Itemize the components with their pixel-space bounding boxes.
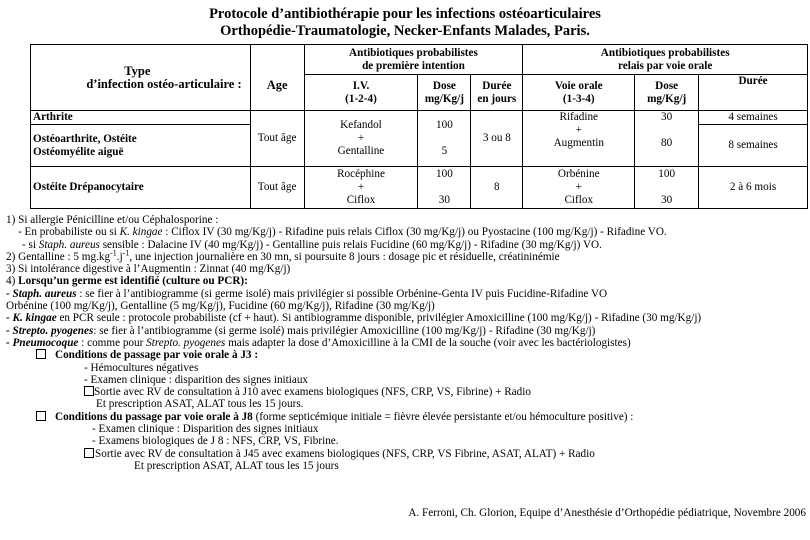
note-3: 3) Si intolérance digestive à l’Augmentin : Zinnat (40 mg/Kg/j) [6, 263, 291, 276]
notes-section [6, 214, 806, 472]
header-dose-oral: Dose mg/Kg/j [635, 75, 699, 111]
conditions-j8-b: - Examens biologiques de J 8 : NFS, CRP, VS, Fibrine. [92, 435, 339, 448]
row-drepano-oral: Orbénine + Ciflox [523, 167, 635, 209]
header-dose: Dose mg/Kg/j [418, 75, 471, 111]
conditions-j8-d: Et prescription ASAT, ALAT tous les 15 jours [134, 459, 339, 472]
conditions-j8-c: Sortie avec RV de consultation à J45 avec examens biologiques (NFS, CRP, VS Fibrine, ASAT, ALAT) + Radio [6, 448, 806, 460]
row-arthrite-type: Arthrite [31, 111, 251, 125]
document-subtitle: Orthopédie-Traumatologie, Necker-Enfants Malades, Paris. [220, 23, 590, 39]
row-drepano-duree: 8 [471, 167, 523, 209]
row-arthrite-oral-duree: 4 semaines [699, 111, 808, 125]
header-first-line: Antibiotiques probabilistes de première intention [304, 45, 523, 75]
note-2: 2) Gentalline : 5 $mg.kg^{-1}.j^{-1}$, une injection journalière en 30 mn, si poursuite 8 jours : dosage pic et résiduelle, créatininémie [6, 248, 560, 263]
checkbox-icon [36, 349, 46, 359]
row-osteo-oral-duree: 8 semaines [699, 125, 808, 167]
note-4: 4) Lorsqu’un germe est identifié (culture ou PCR): [6, 275, 248, 288]
document-title: Protocole d’antibiothérapie pour les infections ostéoarticulaires [209, 6, 601, 22]
header-age: Age [250, 45, 304, 111]
row-arthrite-iv: Kefandol + Gentalline [304, 111, 418, 167]
conditions-j8-title: Conditions du passage par voie orale à J8 (forme septicémique initiale = fièvre élevée persistante et/ou hémoculture positive) : [6, 411, 806, 423]
row-arthrite-duree: 3 ou 8 [471, 111, 523, 167]
checkbox-icon [84, 448, 94, 458]
checkbox-icon [84, 386, 94, 396]
row-arthrite-age: Tout âge [250, 111, 304, 167]
row-osteo-type: Ostéoarthrite, Ostéite Ostéomyélite aiguë [31, 125, 251, 167]
header-oral: Voie orale (1-3-4) [523, 75, 635, 111]
germ-kingae: - K. kingae en PCR seule : protocole probabiliste (cf + haut). Si antibiogramme disponible, privilégier Amoxicilline (100 mg/Kg/j) - Rifadine (30 mg/Kg/j) [6, 312, 702, 325]
row-arthrite-oral: Rifadine + Augmentin [523, 111, 635, 167]
conditions-j8-a: - Examen clinique : Disparition des signes initiaux [92, 423, 319, 436]
row-drepano-age: Tout âge [250, 167, 304, 209]
header-type: Type d’infection ostéo-articulaire : [31, 45, 251, 111]
conditions-j3-a: - Hémocultures négatives [84, 361, 199, 374]
note-1b: - si Staph. aureus sensible : Dalacine IV (40 mg/Kg/j) - Gentalline puis relais Fucidine (60 mg/Kg/j) - Rifadine (30 mg/Kg/j) VO. [22, 238, 602, 251]
header-oral-relay: Antibiotiques probabilistes relais par voie orale [523, 45, 808, 75]
note-1: 1) Si allergie Pénicilline et/ou Céphalosporine : [6, 214, 219, 226]
conditions-j3-d: Et prescription ASAT, ALAT tous les 15 jours. [96, 398, 304, 411]
germ-pneumo: - Pneumocoque : comme pour Strepto. pyogenes mais adapter la dose d’Amoxicilline à la CMI de la souche (voir avec les bactériologistes) [6, 336, 631, 349]
checkbox-icon [36, 411, 46, 421]
row-drepano-oral-duree: 2 à 6 mois [699, 167, 808, 209]
footer-credits: A. Ferroni, Ch. Glorion, Equipe d’Anesthésie d’Orthopédie pédiatrique, Novembre 2006 [408, 507, 806, 519]
row-drepano-oral-dose: 100 30 [635, 167, 699, 209]
germ-staph-doses: Orbénine (100 mg/Kg/j), Gentalline (5 mg/Kg/j), Fucidine (60 mg/Kg/j), Rifadine (30 mg/Kg/j) [6, 300, 435, 313]
conditions-j3-title: Conditions de passage par voie orale à J3 : [6, 349, 806, 361]
note-1a: - En probabiliste ou si K. kingae : Ciflox IV (30 mg/Kg/j) - Rifadine puis relais Ciflox (30 mg/Kg/j) ou Pyostacine (100 mg/Kg/j) - Rifadine VO. [18, 226, 667, 239]
row-arthrite-oral-dose: 30 80 [635, 111, 699, 167]
row-drepano-type: Ostéite Drépanocytaire [31, 167, 251, 209]
conditions-j3-b: - Examen clinique : disparition des signes initiaux [84, 373, 309, 386]
germ-strepto: - Strepto. pyogenes: se fier à l’antibiogramme (si germe isolé) mais privilégier Amoxicilline (100 mg/Kg/j) - Rifadine (30 mg/Kg/j) [6, 324, 596, 337]
row-arthrite-dose: 100 5 [418, 111, 471, 167]
row-drepano-iv: Rocéphine + Ciflox [304, 167, 418, 209]
header-iv: I.V. (1-2-4) [304, 75, 418, 111]
row-drepano-dose: 100 30 [418, 167, 471, 209]
header-duree: Durée en jours [471, 75, 523, 111]
germ-staph: - Staph. aureus : se fier à l’antibiogramme (si germe isolé) mais privilégier si possible Orbénine-Genta IV puis Fucidine-Rifadine VO [6, 287, 608, 300]
header-duree-oral: Durée [699, 75, 808, 111]
conditions-j3-c: Sortie avec RV de consultation à J10 avec examens biologiques (NFS, CRP, VS, Fibrine) + Radio [6, 386, 806, 398]
antibiotic-table [30, 44, 808, 209]
